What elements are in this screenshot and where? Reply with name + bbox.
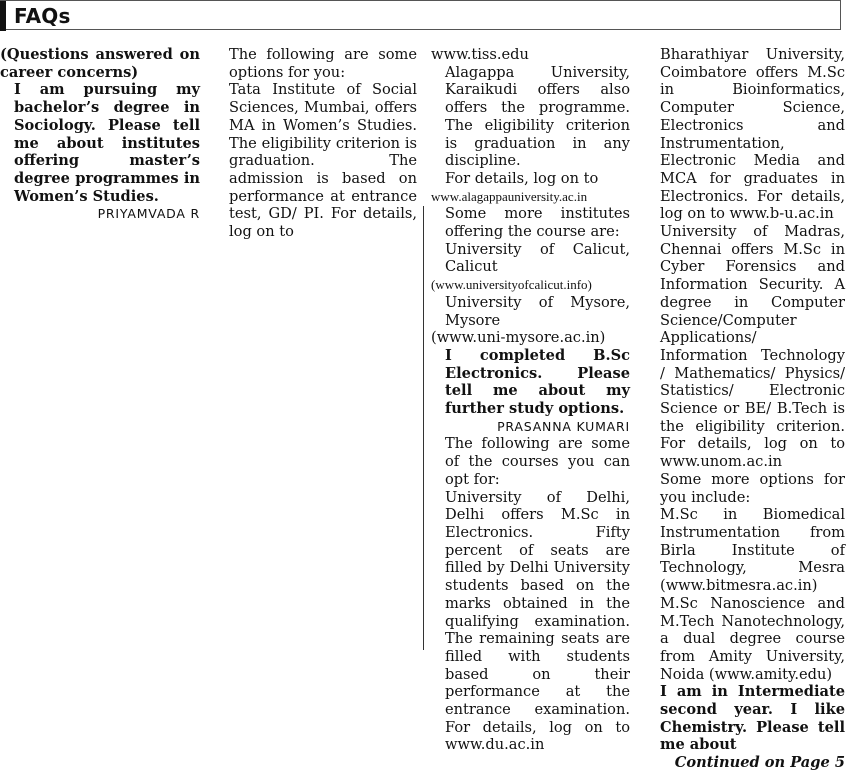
section-header (0, 0, 841, 30)
answer-courses-intro: The following are some of the courses you can opt for: (445, 435, 630, 488)
question-electronics: I completed B.Sc Electronics. Please tell me about my further study options. (445, 346, 630, 418)
question-sociology: I am pursuing my bachelor’s degree in Sociology. Please tell me about institutes offering master’s degree programmes in Women’s Studies. (14, 81, 200, 205)
url-calicut: (www.universityofcalicut.info) (431, 277, 592, 293)
question-chemistry: I am in Intermediate second year. I like Chemistry. Please tell me about (660, 683, 845, 754)
header-accent-bar (0, 1, 6, 31)
answer-delhi: University of Delhi, Delhi offers M.Sc in Electronics. Fifty percent of seats are filled by Delhi University students based on the marks obtained in the qualifying examination. The remaining seats are filled with students based on their performance at the entrance examination. For details, log on to www.du.ac.in (445, 488, 630, 754)
url-tiss: www.tiss.edu (431, 46, 529, 63)
byline-prasanna: PRASANNA KUMARI (497, 418, 630, 434)
column-4 (646, 46, 845, 772)
answer-alagappa-details: For details, log on to (445, 169, 599, 187)
column-3 (431, 46, 630, 754)
answer-bharathiyar: Bharathiyar University, Coimbatore offers M.Sc in Bioinformatics, Computer Science, Electronics and Instrumentation, Electronic Media and MCA for graduates in Electronics. For details, log on to www.b-u.ac.in (660, 46, 845, 223)
column-2 (215, 46, 417, 241)
option-amity: M.Sc Nanoscience and M.Tech Nanotechnology, a dual degree course from Amity University, Noida (www.amity.edu) (660, 594, 845, 683)
intro-note: (Questions answered on career concerns) (0, 46, 200, 81)
continued-note: Continued on Page 5 (674, 754, 845, 772)
column-divider (423, 206, 424, 650)
url-alagappa: www.alagappauniversity.ac.in (431, 188, 588, 204)
more-options: Some more options for you include: (660, 470, 845, 506)
institute-calicut: University of Calicut, Calicut (445, 240, 630, 276)
more-institutes: Some more institutes offering the course are: (445, 205, 630, 241)
url-mysore: (www.uni-mysore.ac.in) (431, 329, 606, 347)
byline-priyamvada: PRIYAMVADA R (97, 206, 200, 222)
answer-madras: University of Madras, Chennai offers M.Sc in Cyber Forensics and Information Security. A degree in Computer Science/Computer Applications/ Information Technology / Mathematics/ Physics/ Statistics/ Electronic Science or BE/ B.Tech is the eligibility criterion. For details, log on to www.unom.ac.in (660, 223, 845, 471)
column-1 (0, 46, 200, 223)
section-title: FAQs (14, 4, 71, 28)
answer-alagappa: Alagappa University, Karaikudi offers also offers the programme. The eligibility criterion is graduation in any discipline. (445, 63, 630, 170)
option-birla: M.Sc in Biomedical Instrumentation from Birla Institute of Technology, Mesra (www.bitmesra.ac.in) (660, 506, 845, 595)
institute-mysore: University of Mysore, Mysore (445, 293, 630, 329)
answer-intro: The following are some options for you: (229, 46, 417, 81)
answer-tiss: Tata Institute of Social Sciences, Mumbai, offers MA in Women’s Studies. The eligibility criterion is graduation. The admission is based on performance at entrance test, GD/ PI. For details, log on to (229, 81, 417, 241)
